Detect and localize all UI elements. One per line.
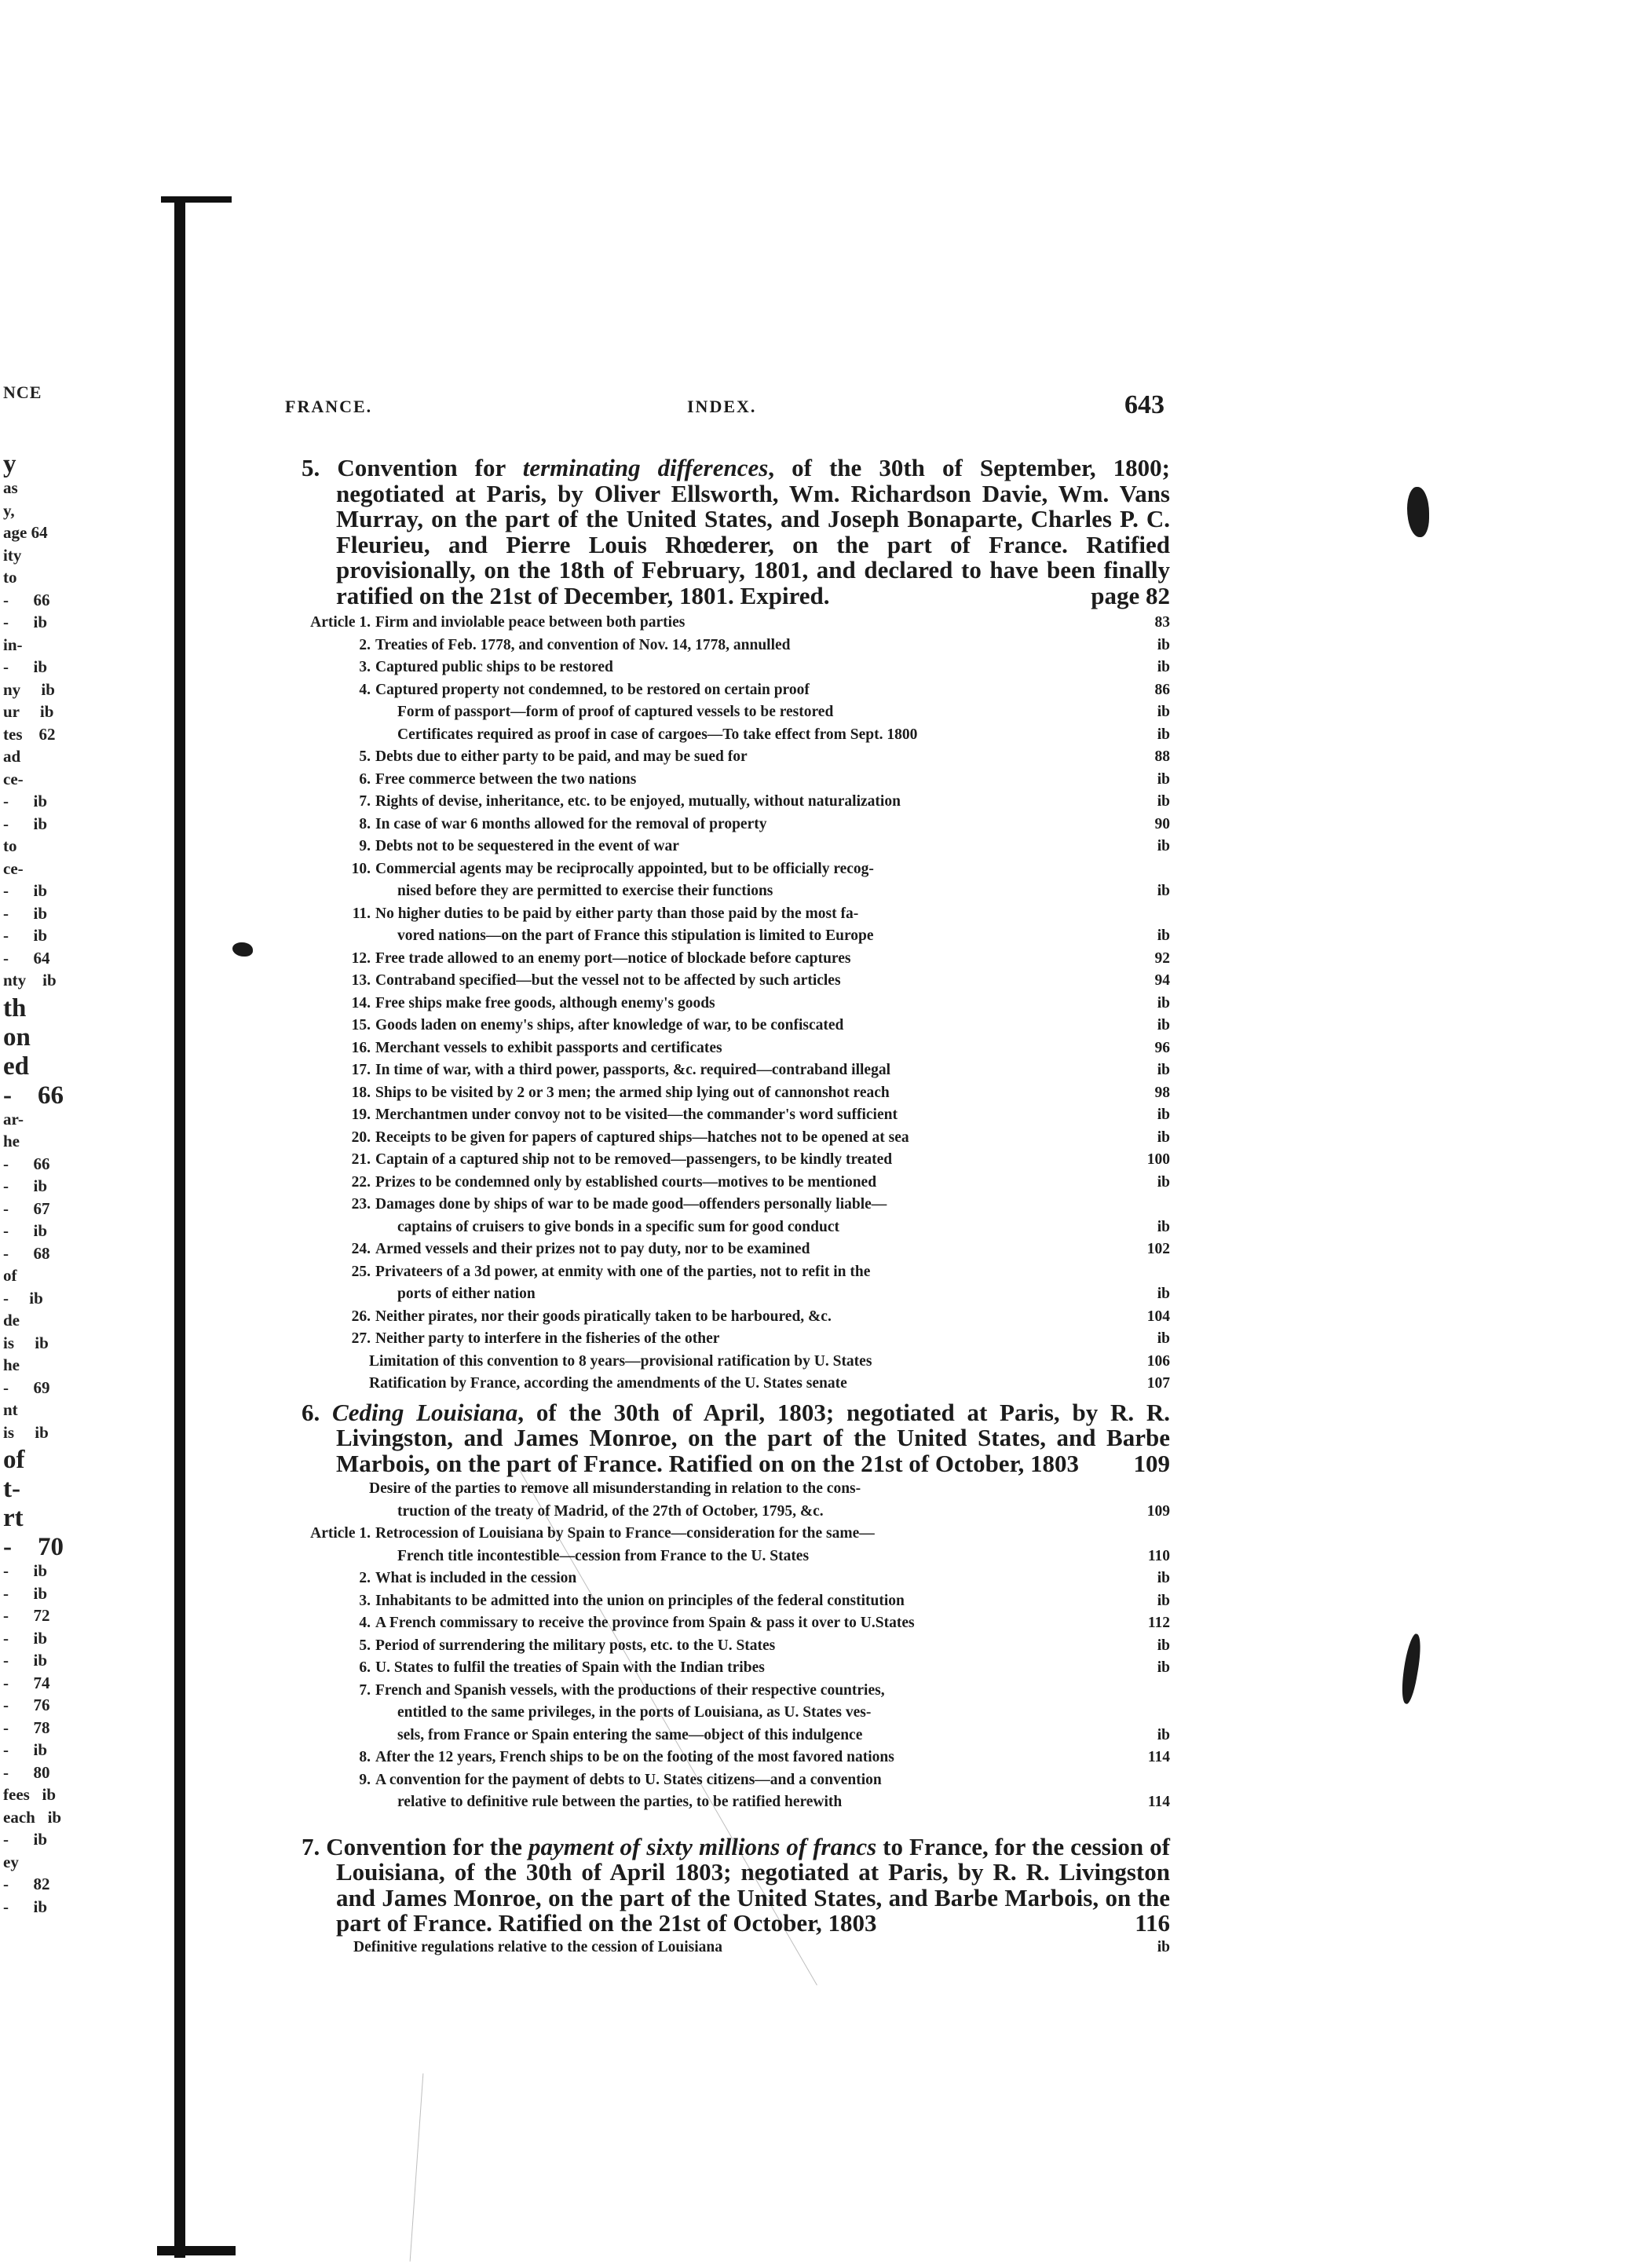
entry-text: Merchant vessels to exhibit passports and certificates <box>375 1039 722 1056</box>
treaty-6-articles <box>283 1478 1170 1814</box>
left-page-fragment: in- <box>3 635 23 654</box>
entry-text: U. States to fulfil the treaties of Spain with the Indian tribes <box>375 1659 765 1676</box>
index-entry <box>283 1238 1170 1261</box>
index-entry <box>283 679 1170 702</box>
index-entry <box>283 1351 1170 1374</box>
article-number: 4. <box>359 1615 371 1631</box>
entry-page: ib <box>1157 927 1170 944</box>
article-number: 10. <box>351 860 371 877</box>
treaty-title: terminating differences <box>522 454 769 481</box>
left-page-fragment: is ib <box>3 1422 49 1442</box>
left-page-fragment: - ib <box>3 903 48 923</box>
entry-text: Treaties of Feb. 1778, and convention of Nov. 14, 1778, annulled <box>375 636 791 653</box>
entry-text: French title incontestible—cession from France to the U. States <box>397 1547 810 1564</box>
entry-page: ib <box>1157 1062 1170 1078</box>
index-entry <box>283 1937 1170 1959</box>
entry-text: French and Spanish vessels, with the productions of their respective countries, <box>375 1681 885 1699</box>
entry-page: 96 <box>1154 1039 1170 1056</box>
article-number: 5. <box>359 1637 371 1654</box>
index-entry <box>283 1635 1170 1658</box>
treaty-number: 6. <box>302 1398 320 1426</box>
entry-text: ports of either nation <box>397 1286 536 1302</box>
article-number: 3. <box>359 659 371 675</box>
index-entry <box>283 1306 1170 1329</box>
left-page-fragment: - 64 <box>3 948 50 968</box>
left-page-fragment: age 64 <box>3 523 48 542</box>
entry-page: ib <box>1157 1129 1170 1146</box>
left-page-fragment: ce- <box>3 858 24 878</box>
index-entry <box>283 746 1170 769</box>
book-spine <box>174 200 185 2258</box>
spine-top <box>161 196 232 203</box>
entry-text: A French commissary to receive the province from Spain & pass it over to U.States <box>375 1615 915 1631</box>
left-page-fragment: - 80 <box>3 1762 50 1782</box>
entry-text: Definitive regulations relative to the cession of Louisiana <box>353 1938 722 1955</box>
article-number: 15. <box>351 1017 371 1033</box>
article-number: 13. <box>351 972 371 989</box>
left-page-fragment: - ib <box>3 1628 48 1648</box>
index-column <box>283 455 1170 1959</box>
entry-page: ib <box>1157 770 1170 788</box>
left-page-fragment: to <box>3 836 17 855</box>
scan-scratch <box>410 2073 424 2261</box>
entry-text: What is included in the cession <box>375 1570 577 1586</box>
header-title: INDEX. <box>687 397 757 416</box>
entry-text: Goods laden on enemy's ships, after knowledge of war, to be confiscated <box>375 1017 844 1033</box>
entry-page: ib <box>1157 1637 1170 1654</box>
left-page-fragment: - ib <box>3 1221 48 1240</box>
entry-page: ib <box>1157 1286 1170 1302</box>
left-page-fragment: - ib <box>3 1288 43 1308</box>
left-page-fragment: fees ib <box>3 1785 57 1804</box>
left-page-fragment: ar- <box>3 1109 24 1129</box>
left-page-fragment: - 82 <box>3 1875 50 1893</box>
entry-text: Debts due to either party to be paid, and may be sued for <box>375 748 748 765</box>
article-number: 19. <box>351 1107 371 1123</box>
article-number: Article 1. <box>310 1525 371 1542</box>
entry-text: Firm and inviolable peace between both parties <box>375 614 686 631</box>
entry-text: captains of cruisers to give bonds in a specific sum for good conduct <box>397 1218 839 1235</box>
article-number: 12. <box>351 949 371 967</box>
left-page-fragment: - ib <box>3 1176 48 1195</box>
entry-text: Period of surrendering the military posts, etc. to the U. States <box>375 1637 776 1654</box>
entry-text: relative to definitive rule between the parties, to be ratified herewith <box>397 1794 843 1810</box>
left-page-fragment: ed <box>3 1052 29 1081</box>
article-number: 24. <box>351 1241 371 1257</box>
left-page-fragment: - 72 <box>3 1606 50 1625</box>
entry-text: Prizes to be condemned only by established courts—motives to be mentioned <box>375 1173 877 1191</box>
entry-page: 88 <box>1154 748 1170 765</box>
page-reference: page 82 <box>1091 581 1170 609</box>
index-entry <box>283 1478 1170 1501</box>
entry-text: Privateers of a 3d power, at enmity with one of the parties, not to refit in the <box>375 1263 871 1280</box>
header-section: FRANCE. <box>285 397 373 416</box>
index-entry <box>283 1702 1170 1725</box>
entry-page: 102 <box>1146 1241 1170 1257</box>
article-number: 21. <box>351 1151 371 1168</box>
treaty-7-articles <box>283 1937 1170 1959</box>
index-entry <box>283 993 1170 1015</box>
left-page-fragment: - 68 <box>3 1243 50 1263</box>
left-page-fragment: is ib <box>3 1333 49 1352</box>
left-page-fragment: to <box>3 568 17 587</box>
left-page-fragment: ny ib <box>3 679 55 699</box>
index-entry <box>283 1059 1170 1082</box>
index-entry <box>283 1328 1170 1351</box>
index-entry <box>283 1037 1170 1060</box>
index-entry <box>283 858 1170 881</box>
left-page-fragment: each ib <box>3 1807 62 1827</box>
article-number: 11. <box>352 905 371 922</box>
index-entry <box>283 1791 1170 1814</box>
article-number: 17. <box>351 1062 371 1078</box>
entry-text: Retrocession of Louisiana by Spain to France—consideration for the same— <box>375 1525 875 1542</box>
entry-text: Certificates required as proof in case of cargoes—To take effect from Sept. 1800 <box>397 726 918 743</box>
entry-text: Commercial agents may be reciprocally appointed, but to be officially recog- <box>375 860 874 877</box>
index-entry <box>283 701 1170 724</box>
left-page-fragment: - 66 <box>3 1154 50 1173</box>
entry-page: ib <box>1157 1107 1170 1123</box>
article-number: 14. <box>351 994 371 1011</box>
entry-text: Merchantmen under convoy not to be visited—the commander's word sufficient <box>375 1107 898 1123</box>
article-number: 7. <box>359 793 371 810</box>
entry-text: Neither party to interfere in the fisheries of the other <box>375 1330 720 1347</box>
index-entry <box>283 1082 1170 1105</box>
left-page-fragment: of <box>3 1446 25 1474</box>
entry-page: ib <box>1157 1592 1170 1609</box>
entry-page: 114 <box>1147 1749 1170 1765</box>
left-page-fragment: nty ib <box>3 971 57 990</box>
index-entry <box>283 1747 1170 1769</box>
left-page-fragment: - ib <box>3 657 48 676</box>
article-number: 2. <box>359 1570 371 1586</box>
entry-page: 83 <box>1154 614 1170 631</box>
article-number: 4. <box>359 681 371 698</box>
article-number: 8. <box>359 815 371 832</box>
entry-page: ib <box>1157 726 1170 743</box>
index-entry <box>283 903 1170 926</box>
index-entry <box>283 612 1170 635</box>
left-page-fragment: de <box>3 1311 20 1330</box>
entry-text: truction of the treaty of Madrid, of the 27th of October, 1795, &c. <box>397 1502 824 1520</box>
entry-text: Inhabitants to be admitted into the union on principles of the federal constitution <box>375 1592 905 1609</box>
entry-page: 112 <box>1147 1615 1170 1631</box>
treaty-title: Ceding Louisiana <box>332 1398 518 1426</box>
left-page-fragment: y <box>3 450 16 478</box>
left-page-fragment: - ib <box>3 1651 48 1670</box>
running-header <box>285 390 1164 430</box>
entry-text: In time of war, with a third power, passports, &c. required—contraband illegal <box>375 1062 890 1078</box>
left-page-fragment: nt <box>3 1400 18 1419</box>
article-number: 22. <box>351 1173 371 1191</box>
left-page-fragment: - 76 <box>3 1696 50 1714</box>
left-page-fragment: - 70 <box>3 1533 64 1561</box>
index-entry <box>283 836 1170 858</box>
left-page-fragment: - ib <box>3 1897 48 1916</box>
entry-page: ib <box>1157 704 1170 720</box>
left-page-fragment: ey <box>3 1852 19 1871</box>
treaty-number: 5. <box>302 454 320 481</box>
left-page-fragment: - ib <box>3 1740 48 1759</box>
left-page-fragment: on <box>3 1022 31 1052</box>
index-entry <box>283 1501 1170 1524</box>
left-page-fragment: - ib <box>3 1583 48 1603</box>
entry-page: ib <box>1157 883 1170 899</box>
entry-page: 98 <box>1154 1084 1170 1101</box>
article-number: 5. <box>359 748 371 765</box>
left-page-fragment: - ib <box>3 814 48 833</box>
entry-text: Captain of a captured ship not to be removed—passengers, to be kindly treated <box>375 1151 893 1168</box>
article-number: 2. <box>359 636 371 653</box>
index-entry <box>283 1725 1170 1747</box>
entry-text: After the 12 years, French ships to be on the footing of the most favored nations <box>375 1749 894 1765</box>
index-entry <box>283 1373 1170 1396</box>
index-entry <box>283 1149 1170 1172</box>
entry-text: Captured public ships to be restored <box>375 659 613 675</box>
entry-page: 110 <box>1147 1547 1170 1564</box>
index-entry <box>283 1015 1170 1037</box>
index-entry <box>283 970 1170 993</box>
treaty-6-heading: 6. Ceding Louisiana, of the 30th of April, 1803; negotiated at Paris, by R. R. Livingston, and James Monroe, on the part of the United States, and Barbe Marbois, on the part of France. Ratified on on the 21st of October, 1803 109 <box>302 1398 1171 1477</box>
entry-page: ib <box>1157 636 1170 653</box>
entry-text: Free trade allowed to an enemy port—notice of blockade before captures <box>375 949 851 967</box>
article-number: 9. <box>359 838 371 854</box>
left-page-fragment: he <box>3 1132 20 1150</box>
left-page-fragment: - 67 <box>3 1198 50 1218</box>
article-number: 26. <box>351 1308 371 1325</box>
entry-text: Ratification by France, according the amendments of the U. States senate <box>369 1375 847 1392</box>
entry-page: 109 <box>1146 1502 1170 1520</box>
entry-text: Neither pirates, nor their goods piratically taken to be harboured, &c. <box>375 1308 832 1325</box>
left-page-fragment: - ib <box>3 613 48 631</box>
left-page-fragment: - ib <box>3 792 48 810</box>
index-entry <box>283 1680 1170 1703</box>
index-entry <box>283 1612 1170 1635</box>
entry-text: Desire of the parties to remove all misunderstanding in relation to the cons- <box>369 1480 861 1497</box>
entry-text: Debts not to be sequestered in the event of war <box>375 838 679 854</box>
entry-page: 106 <box>1146 1352 1170 1370</box>
index-entry <box>283 1261 1170 1284</box>
entry-text: Damages done by ships of war to be made good—offenders personally liable— <box>375 1196 887 1213</box>
index-entry <box>283 1127 1170 1150</box>
article-number: 20. <box>351 1129 371 1146</box>
entry-text: nised before they are permitted to exercise their functions <box>397 883 773 899</box>
left-page-fragment: tes 62 <box>3 724 56 744</box>
treaty-5-articles <box>283 612 1170 1396</box>
entry-text: Rights of devise, inheritance, etc. to be enjoyed, mutually, without naturalization <box>375 793 901 810</box>
ink-blot <box>1398 1633 1424 1705</box>
left-page-fragment: - 74 <box>3 1673 50 1692</box>
entry-page: ib <box>1157 838 1170 854</box>
left-page-fragment: rt <box>3 1504 24 1532</box>
entry-text: Free commerce between the two nations <box>375 770 637 788</box>
index-entry <box>283 1104 1170 1127</box>
left-page-fragment: ad <box>3 747 21 766</box>
left-page-fragment: - ib <box>3 881 48 900</box>
index-entry <box>283 1546 1170 1568</box>
article-number: 6. <box>359 770 371 788</box>
entry-page: ib <box>1157 1659 1170 1676</box>
index-entry <box>283 1283 1170 1306</box>
index-entry <box>283 1590 1170 1613</box>
article-number: 27. <box>351 1330 371 1347</box>
entry-text: In case of war 6 months allowed for the removal of property <box>375 815 767 832</box>
article-number: 6. <box>359 1659 371 1676</box>
index-entry <box>283 880 1170 903</box>
entry-page: ib <box>1157 659 1170 675</box>
index-entry <box>283 724 1170 747</box>
spine-bottom <box>157 2246 236 2255</box>
left-page-fragment: - 78 <box>3 1717 50 1737</box>
index-entry <box>283 791 1170 814</box>
page-number: 643 <box>1124 390 1164 419</box>
left-page-fragments <box>0 0 102 2268</box>
entry-text: Captured property not condemned, to be restored on certain proof <box>375 681 810 698</box>
entry-page: 94 <box>1154 972 1170 989</box>
left-page-fragment: - 66 <box>3 1081 64 1110</box>
index-entry <box>283 769 1170 792</box>
left-page-fragment: - ib <box>3 926 48 945</box>
ink-blot <box>232 942 253 957</box>
article-number: Article 1. <box>310 614 371 631</box>
entry-text: No higher duties to be paid by either party than those paid by the most fa- <box>375 905 859 922</box>
entry-text: Form of passport—form of proof of captured vessels to be restored <box>397 704 834 720</box>
entry-text: A convention for the payment of debts to U. States citizens—and a convention <box>375 1771 882 1788</box>
entry-page: 92 <box>1154 949 1170 967</box>
index-entry <box>283 657 1170 679</box>
index-entry <box>283 1172 1170 1194</box>
entry-page: ib <box>1157 1726 1170 1743</box>
entry-page: ib <box>1157 1330 1170 1347</box>
left-page-fragment: th <box>3 993 27 1022</box>
entry-text: entitled to the same privileges, in the ports of Louisiana, as U. States ves- <box>397 1704 872 1721</box>
left-page-fragment: as <box>3 478 18 497</box>
entry-page: ib <box>1157 1938 1170 1955</box>
article-number: 23. <box>351 1196 371 1213</box>
entry-page: ib <box>1157 1017 1170 1033</box>
index-entry <box>283 1657 1170 1680</box>
entry-page: 114 <box>1147 1794 1170 1810</box>
entry-page: ib <box>1157 1218 1170 1235</box>
entry-text: Receipts to be given for papers of captured ships—hatches not to be opened at sea <box>375 1129 909 1146</box>
article-number: 16. <box>351 1039 371 1056</box>
index-entry <box>283 925 1170 948</box>
entry-page: 86 <box>1154 681 1170 698</box>
treaty-number: 7. <box>302 1832 320 1860</box>
index-entry <box>283 1567 1170 1590</box>
left-page-fragment: ity <box>3 545 22 565</box>
index-entry <box>283 1523 1170 1546</box>
entry-text: Free ships make free goods, although enemy's goods <box>375 994 715 1011</box>
left-page-fragment: t- <box>3 1475 20 1503</box>
left-page-fragment: y, <box>3 500 15 520</box>
left-page-fragment: - ib <box>3 1561 48 1580</box>
index-entry <box>283 635 1170 657</box>
left-page-fragment: - 66 <box>3 590 50 609</box>
index-entry <box>283 1194 1170 1216</box>
index-entry <box>283 948 1170 971</box>
entry-page: ib <box>1157 1173 1170 1191</box>
left-page-fragment: he <box>3 1355 20 1374</box>
entry-page: 100 <box>1146 1151 1170 1168</box>
entry-page: ib <box>1157 1570 1170 1586</box>
left-page-fragment: - ib <box>3 1830 48 1849</box>
article-number: 3. <box>359 1592 371 1609</box>
entry-page: ib <box>1157 994 1170 1011</box>
article-number: 7. <box>359 1681 371 1699</box>
treaty-5-heading: 5. Convention for terminating differences, of the 30th of September, 1800; negotiated at Paris, by Oliver Ellsworth, Wm. Richardson Davie, Wm. Vans Murray, on the part of the United States, and Joseph Bonaparte, Charles P. C. Fleurieu, and Pierre Louis Rhœderer, on the part of France. Ratified provisionally, on the 18th of February, 1801, and declared to have been finally ratified on the 21st of December, 1801. Expired. page 82 <box>302 454 1171 609</box>
left-page-fragment: ur ib <box>3 702 54 721</box>
entry-text: vored nations—on the part of France this stipulation is limited to Europe <box>397 927 874 944</box>
article-number: 8. <box>359 1749 371 1765</box>
entry-page: 90 <box>1154 815 1170 832</box>
article-number: 9. <box>359 1771 371 1788</box>
article-number: 25. <box>351 1263 371 1280</box>
entry-page: 104 <box>1146 1308 1170 1325</box>
entry-page: ib <box>1157 793 1170 810</box>
left-page-fragment: of <box>3 1266 17 1285</box>
index-entry <box>283 1216 1170 1239</box>
left-page-fragment: ce- <box>3 769 24 788</box>
entry-text: Limitation of this convention to 8 years—provisional ratification by U. States <box>369 1352 872 1370</box>
left-page-fragment: NCE <box>3 382 42 402</box>
article-number: 18. <box>351 1084 371 1101</box>
treaty-7-heading: 7. Convention for the payment of sixty millions of francs to France, for the cession of Louisiana, of the 30th of April 1803; negotiated at Paris, by R. R. Livingston and James Monroe, on the part of the United States, and Barbe Marbois, on the part of France. Ratified on the 21st of October, 1803 116 <box>302 1832 1171 1937</box>
page-reference: 109 <box>1133 1449 1170 1477</box>
entry-text: Armed vessels and their prizes not to pay duty, nor to be examined <box>375 1241 810 1257</box>
entry-page: 107 <box>1146 1375 1170 1392</box>
entry-text: Ships to be visited by 2 or 3 men; the armed ship lying out of cannonshot reach <box>375 1084 890 1101</box>
entry-text: Contraband specified—but the vessel not to be affected by such articles <box>375 972 841 989</box>
page-reference: 116 <box>1135 1909 1170 1937</box>
left-page-fragment: - 69 <box>3 1377 50 1397</box>
entry-text: sels, from France or Spain entering the same—object of this indulgence <box>397 1726 863 1743</box>
index-entry <box>283 814 1170 836</box>
treaty-title: payment of sixty millions of francs <box>528 1832 877 1860</box>
index-entry <box>283 1769 1170 1792</box>
